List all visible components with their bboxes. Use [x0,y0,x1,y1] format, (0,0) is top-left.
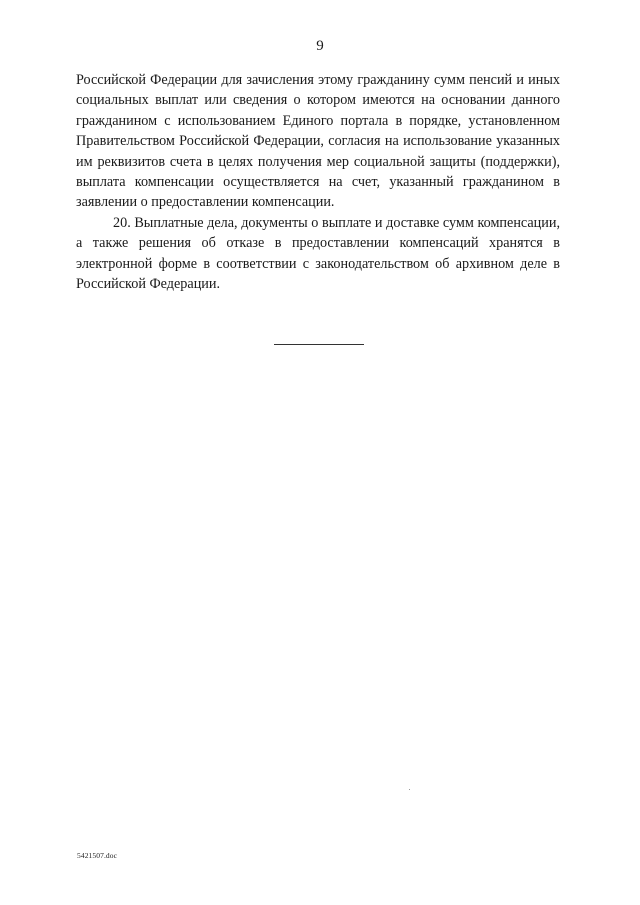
document-body [76,70,560,294]
footer-filename: 5421507.doc [77,851,118,860]
page-number: 9 [316,38,324,54]
end-of-text-rule [274,344,364,345]
paragraph-continuation: Российской Федерации для зачисления этому гражданину сумм пенсий и иных социальных выплат или сведения о котором имеются на основании данного гражданином с использованием Единого портала в порядке, установленном Правительством Российской Федерации, согласия на использование указанных им реквизитов счета в целях получения мер социальной защиты (поддержки), выплата компенсации осуществляется на счет, указанный гражданином в заявлении о предоставлении компенсации. [76,72,560,211]
paragraph-item-20: 20. Выплатные дела, документы о выплате и доставке сумм компенсации, а также решения об отказе в предоставлении компенсаций хранятся в электронной форме в соответствии с законодательством об архивном деле в Российской Федерации. [76,214,560,293]
scan-artifact-dot [409,789,410,790]
